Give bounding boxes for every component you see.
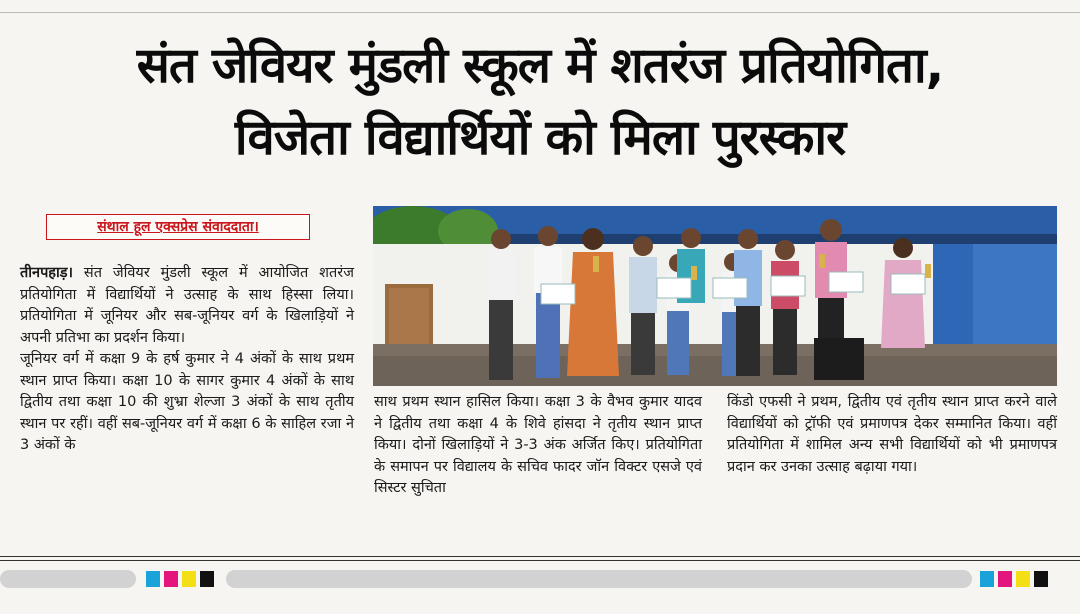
article-column-2: साथ प्रथम स्थान हासिल किया। कक्षा 3 के वैभव कुमार यादव ने द्वितीय तथा कक्षा 4 के शिवे हांसदा ने तृतीय स्थान प्राप्त किया। दोनों खिलाड़ियों ने 3-3 अंक अर्जित किए। प्रतियोगिता के समापन पर विद्यालय के सचिव फादर जॉन विक्टर एसजे एवं सिस्टर सुचिता	[374, 394, 702, 496]
footer-bar-left	[0, 570, 136, 588]
article-column-3: किंडो एफसी ने प्रथम, द्वितीय एवं तृतीय स्थान प्राप्त करने वाले विद्यार्थियों को ट्रॉफी एवं प्रमाणपत्र देकर सम्मानित किया। वहीं प्रतियोगिता में शामिल अन्य सभी विद्यार्थियों को भी प्रमाणपत्र प्रदान कर उनका उत्साह बढ़ाया गया।	[727, 394, 1057, 475]
article-column-1	[20, 263, 354, 457]
article-paragraph-2: जूनियर वर्ग में कक्षा 9 के हर्ष कुमार ने 4 अंकों के साथ प्रथम स्थान प्राप्त किया। कक्षा 10 के सागर कुमार 4 अंकों के साथ द्वितीय तथा कक्षा 10 की शुभ्रा शेल्जा 3 अंकों के साथ तृतीय स्थान पर रहीं। वहीं सब-जूनियर वर्ग में कक्षा 6 के साहिल रजा ने 3 अंकों के	[20, 351, 354, 453]
headline	[0, 30, 1080, 174]
article-paragraph-1	[20, 263, 354, 349]
color-swatch-black-right	[1034, 571, 1048, 587]
photo-illustration	[373, 206, 1057, 386]
news-photo	[373, 206, 1057, 386]
color-swatch-yellow-right	[1016, 571, 1030, 587]
headline-line-2: विजेता विद्यार्थियों को मिला पुरस्कार	[234, 109, 846, 166]
color-swatch-black	[200, 571, 214, 587]
footer-bar-center	[226, 570, 972, 588]
footer-divider	[0, 556, 1080, 561]
article-text-1: संत जेवियर मुंडली स्कूल में आयोजित शतरंज प्रतियोगिता में विद्यार्थियों ने उत्साह के साथ हिस्सा लिया। प्रतियोगिता में जूनियर और सब-जूनियर वर्ग के खिलाड़ियों ने अपनी प्रतिभा का प्रदर्शन किया।	[20, 265, 354, 346]
dateline: तीनपहाड़।	[20, 265, 74, 281]
color-swatch-cyan	[146, 571, 160, 587]
color-swatch-cyan-right	[980, 571, 994, 587]
color-swatch-yellow	[182, 571, 196, 587]
color-swatch-magenta	[164, 571, 178, 587]
page-top-strip	[0, 0, 1080, 13]
color-swatch-magenta-right	[998, 571, 1012, 587]
byline: संथाल हूल एक्सप्रेस संवाददाता।	[46, 214, 310, 240]
headline-line-1: संत जेवियर मुंडली स्कूल में शतरंज प्रतियोगिता,	[136, 37, 944, 94]
